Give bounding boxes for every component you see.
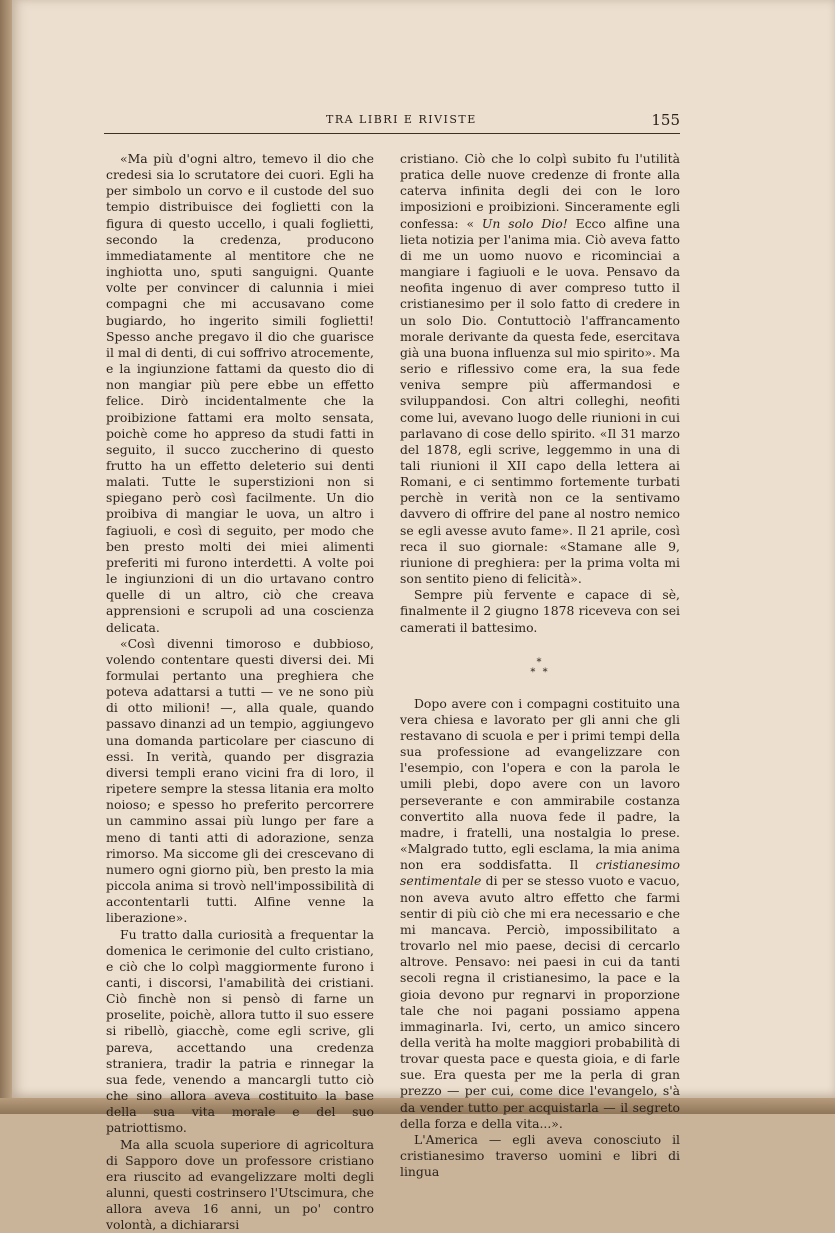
paragraph: «Così divenni timoroso e dubbioso, volendo contentare questi diversi dei. Mi formulai pertanto una preghiera che poteva adattarsi a tutti — ve ne sono più di otto milioni! —, alla quale, quando passavo dinanzi ad un tempio, aggiungevo una domanda particolare per ciascuno di essi. In verità, quando per disgrazia diversi templi erano vicini fra di loro, il ripetere sempre la stessa litania era molto noioso; e spesso ho preferito percorrere un cammino assai più lungo per fare a meno di tanti atti di adorazione, senza rimorso. Ma siccome gli dei crescevano di numero ogni giorno più, ben presto la mia piccola anima si trovò nell'impossibilità di accontentarli tutti. Alfine venne la liberazione». (106, 635, 374, 926)
paragraph-text: Dopo avere con i compagni costituito una vera chiesa e lavorato per gli anni che gli restavano di scuola e per i primi tempi della sua professione ad evangelizzare con l'esempio, con l'opera e con la parola le umili plebi, dopo avere con un lavoro perseverante e con ammirabile costanza convertito alla nuova fede il padre, la madre, i fratelli, una nostalgia lo prese. «Malgrado tutto, egli esclama, la mia anima non era soddisfatta. Il (400, 695, 680, 873)
paragraph (400, 696, 680, 1132)
running-header (104, 113, 680, 134)
paragraph: L'America — egli aveva conosciuto il cristianesimo traverso uomini e libri di lingua (400, 1131, 680, 1180)
book-spine-shadow (0, 0, 12, 1114)
asterism-bottom: * * (530, 666, 550, 678)
italic-term: cristianesimo sentimentale (400, 857, 680, 889)
asterism-top: * (536, 656, 544, 668)
running-title: TRA LIBRI E RIVISTE (326, 113, 477, 126)
italic-quote: Un solo Dio! (481, 215, 568, 231)
right-text-column (400, 151, 680, 1180)
paragraph-text: Ecco alfine una lieta notizia per l'anima mia. Ciò aveva fatto di me un uomo nuovo e ricominciai a mangiare i fagiuoli e le uova. Pensavo da neofita ingenuo di aver compreso tutto il cristianesimo per il solo fatto di credere in un solo Dio. Contuttociò l'affrancamento morale derivante da questa fede, esercitava già una buona influenza sul mio spirito». Ma serio e riflessivo come era, la sua fede veniva sempre più affermandosi e sviluppandosi. Con altri colleghi, neofiti come lui, avevano luogo delle riunioni in cui parlavano di cose dello spirito. «Il 31 marzo del 1878, egli scrive, leggemmo in una di tali riunioni il XII capo della lettera ai Romani, e ci sentimmo fortemente turbati perchè in verità non ce la sentivamo davvero di offrire del pane al nostro nemico se egli avesse avuto fame». Il 21 aprile, così reca il suo giornale: «Stamane alle 9, riunione di preghiera: per la prima volta mi son sentito pieno di felicità». (400, 215, 680, 587)
paragraph: Fu tratto dalla curiosità a frequentar la domenica le cerimonie del culto cristiano, e ciò che lo colpì maggiormente furono i canti, i discorsi, l'amabilità dei cristiani. Ciò finchè non si pensò di farne un proselite, poichè, allora tutto il suo essere si ribellò, giacchè, come egli scrive, gli pareva, accettando una credenza straniera, tradir la patria e rinnegar la sua fede, venendo a mancargli tutto ciò che sino allora aveva costituito la base della sua vita morale e del suo patriottismo. (106, 926, 374, 1136)
paragraph-text: di per se stesso vuoto e vacuo, non aveva avuto altro effetto che farmi sentir di più ciò che mi era necessario e che mi mancava. Perciò, impossibilitato a trovarlo nel mio paese, decisi di cercarlo altrove. Pensavo: nei paesi in cui da tanti secoli regna il cristianesimo, la pace e la gioia devono pur regnarvi in proporzione tale che noi pagani possiamo appena immaginarla. Ivi, certo, un amico sincero della verità ha molte maggiori probabilità di trovar questa pace e questa gioia, e di farle sue. Era questa per me la perla di gran prezzo — per cui, come dice l'evangelo, s'à da vender tutto per acquistarla — il segreto della forza e della vita...». (400, 873, 680, 1131)
page-number: 155 (651, 111, 680, 129)
paragraph: Ma alla scuola superiore di agricoltura di Sapporo dove un professore cristiano era riuscito ad evangelizzare molti degli alunni, questi costrinsero l'Utscimura, che allora aveva 16 anni, un po' contro volontà, a dichiararsi (106, 1136, 374, 1233)
section-separator-asterism (400, 658, 680, 678)
paragraph: «Ma più d'ogni altro, temevo il dio che credesi sia lo scrutatore dei cuori. Egli ha per simbolo un corvo e il custode del suo tempio distribuisce dei foglietti con la figura di questo uccello, i quali foglietti, secondo la credenza, producono immediatamente al mentitore che ne inghiotta uno, sputi sanguigni. Quante volte per convincer di calunnia i miei compagni che mi accusavano come bugiardo, ho ingerito simili foglietti! Spesso anche pregavo il dio che guarisce il mal di denti, di cui soffrivo atrocemente, e la ingiunzione fattami da questo dio di non mangiar più pere ebbe un effetto felice. Dirò incidentalmente che la proibizione fattami era molto sensata, poichè come ho appreso da studi fatti in seguito, il succo zuccherino di questo frutto ha un effetto deleterio sui denti malati. Tutte le superstizioni non si spiegano però così facilmente. Un dio proibiva di mangiar le uova, un altro i fagiuoli, e così di seguito, per modo che ben presto molti dei miei alimenti preferiti mi furono interdetti. A volte poi le ingiunzioni di un dio urtavano contro quelle di un altro, ciò che creava apprensioni e scrupoli ad una coscienza delicata. (106, 151, 374, 635)
paragraph-text: cristiano. Ciò che lo colpì subito fu l'utilità pratica delle nuove credenze di fronte alla caterva infinita degli dei con le loro imposizioni e proibizioni. Sinceramente egli confessa: « (400, 151, 680, 231)
left-text-column (106, 151, 374, 1233)
paragraph: Sempre più fervente e capace di sè, finalmente il 2 giugno 1878 riceveva con sei camerati il battesimo. (400, 587, 680, 635)
paragraph (400, 151, 680, 587)
